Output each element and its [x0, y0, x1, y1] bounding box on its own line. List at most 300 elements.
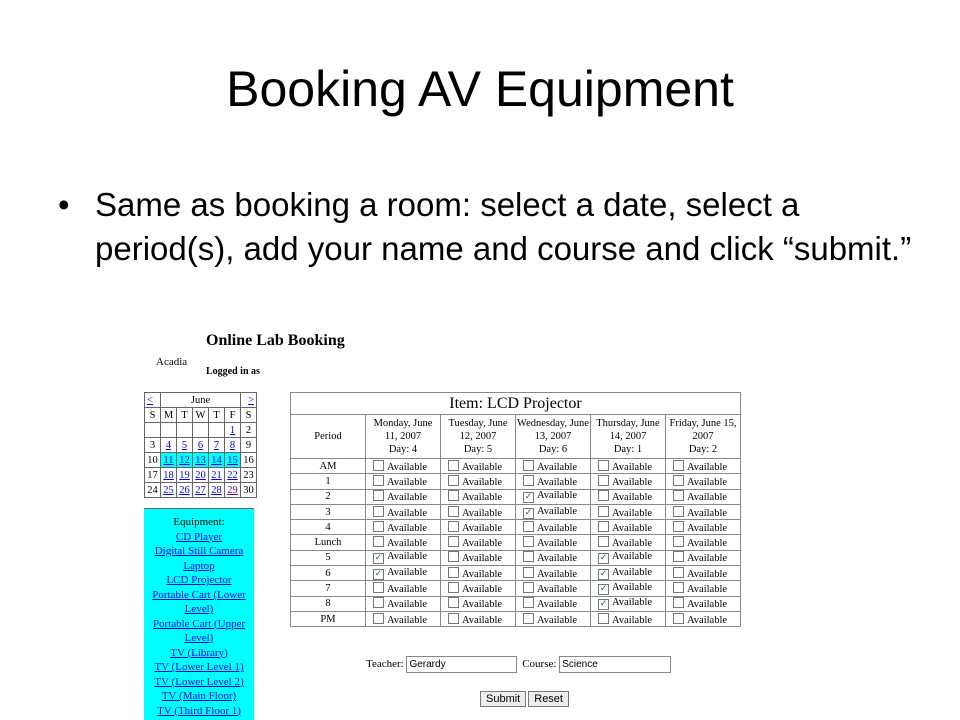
- slot-status-label: Available: [537, 614, 578, 626]
- slot-status-label: Available: [537, 538, 578, 550]
- equipment-link[interactable]: Portable Cart (Lower Level): [152, 588, 246, 615]
- slot-checkbox[interactable]: [523, 536, 534, 547]
- day-header: [366, 415, 441, 459]
- calendar-weekday: M: [161, 408, 177, 423]
- slot-status-label: Available: [537, 461, 578, 473]
- calendar-day-cell: [241, 423, 257, 438]
- slot-status-label: Available: [387, 522, 428, 534]
- slot-checkbox[interactable]: [673, 597, 684, 608]
- slot-status-label: Available: [687, 584, 728, 596]
- slot-cell: [441, 581, 516, 596]
- slot-checkbox[interactable]: [373, 506, 384, 517]
- calendar-day-cell: [225, 423, 241, 438]
- equipment-link[interactable]: LCD Projector: [166, 574, 232, 586]
- slot-checkbox-checked[interactable]: ✓: [599, 584, 608, 595]
- calendar-day-number: 16: [243, 454, 254, 466]
- calendar-day-link[interactable]: 14: [211, 454, 222, 466]
- calendar-day-cell: [225, 468, 241, 483]
- calendar-day-cell: [209, 468, 225, 483]
- period-label: 5: [291, 550, 366, 565]
- slot-status-label: Available: [387, 507, 428, 519]
- slot-checkbox[interactable]: [598, 460, 609, 471]
- calendar-week-row: [145, 453, 257, 468]
- calendar-day-cell: [161, 483, 177, 498]
- calendar-day-cell: [209, 483, 225, 498]
- slot-cell: [591, 504, 666, 519]
- slot-checkbox[interactable]: [373, 521, 384, 532]
- slot-checkbox[interactable]: [673, 475, 684, 486]
- slot-checkbox[interactable]: [598, 613, 609, 624]
- slot-cell: [591, 459, 666, 474]
- calendar-weekday: S: [241, 408, 257, 423]
- slot-cell: [591, 566, 666, 581]
- booking-screenshot: [140, 328, 770, 720]
- grid-header-row: [291, 415, 741, 459]
- slot-status-label: Available: [387, 492, 428, 504]
- slot-status-label: Available: [687, 461, 728, 473]
- slot-cell: [516, 550, 591, 565]
- slot-cell: [591, 581, 666, 596]
- calendar-day-link[interactable]: 8: [229, 439, 236, 451]
- day-date: Thursday, June 14, 2007: [596, 418, 660, 442]
- teacher-label: Teacher:: [366, 658, 404, 671]
- slot-status-label: Available: [537, 599, 578, 611]
- calendar-day-number: 24: [147, 484, 158, 496]
- slot-status-label: Available: [462, 538, 503, 550]
- period-row: [291, 611, 741, 626]
- slot-checkbox[interactable]: [598, 536, 609, 547]
- calendar-day-cell: [241, 453, 257, 468]
- day-header: [441, 415, 516, 459]
- slot-cell: [441, 459, 516, 474]
- slot-cell: [516, 474, 591, 489]
- slot-status-label: Available: [387, 584, 428, 596]
- calendar-day-cell: [209, 438, 225, 453]
- calendar-day-cell: [145, 468, 161, 483]
- slot-cell: [591, 535, 666, 550]
- equipment-link[interactable]: Digital Still Camera: [154, 545, 244, 557]
- slot-status-label: Available: [462, 584, 503, 596]
- period-label: 4: [291, 520, 366, 535]
- calendar-week-row: [145, 468, 257, 483]
- slot-status-label: Available: [387, 538, 428, 550]
- slot-status-label: Available: [687, 522, 728, 534]
- slot-cell: [441, 535, 516, 550]
- slot-cell: [366, 535, 441, 550]
- period-label: 3: [291, 504, 366, 519]
- calendar-day-link[interactable]: 7: [213, 439, 220, 451]
- course-input[interactable]: [559, 656, 671, 673]
- slot-cell: [366, 550, 441, 565]
- calendar-day-number: 10: [147, 454, 158, 466]
- slot-checkbox[interactable]: [523, 475, 534, 486]
- slot-checkbox[interactable]: [448, 582, 459, 593]
- calendar-day-cell: [145, 423, 161, 438]
- slot-cell: [516, 459, 591, 474]
- slot-status-label: Available: [462, 568, 503, 580]
- slot-checkbox[interactable]: [448, 551, 459, 562]
- slot-cell: [591, 596, 666, 611]
- slot-cell: [366, 474, 441, 489]
- period-row: [291, 550, 741, 565]
- slot-cell: [516, 489, 591, 504]
- slot-cell: [666, 474, 741, 489]
- calendar-day-cell: [161, 453, 177, 468]
- slot-checkbox-checked[interactable]: ✓: [374, 553, 383, 564]
- calendar-weekday: F: [225, 408, 241, 423]
- calendar-day-cell: [209, 453, 225, 468]
- slot-cell: [516, 596, 591, 611]
- day-date: Monday, June 11, 2007: [373, 418, 433, 442]
- calendar-day-link[interactable]: 18: [163, 469, 174, 481]
- calendar-day-number: 30: [243, 484, 254, 496]
- day-number: Day: 5: [463, 444, 493, 455]
- period-row: [291, 566, 741, 581]
- slot-status-label: Available: [612, 522, 653, 534]
- day-header: [666, 415, 741, 459]
- calendar-weekday: S: [145, 408, 161, 423]
- slot-cell: [441, 489, 516, 504]
- calendar-day-link[interactable]: 13: [195, 454, 206, 466]
- period-row: [291, 504, 741, 519]
- calendar-day-cell: [145, 483, 161, 498]
- slot-checkbox[interactable]: [598, 490, 609, 501]
- equipment-link[interactable]: CD Player: [175, 530, 223, 543]
- submit-button[interactable]: Submit: [480, 691, 526, 707]
- slot-cell: [516, 520, 591, 535]
- equipment-link[interactable]: TV (Lower Level 1): [154, 661, 244, 673]
- slot-checkbox-checked[interactable]: ✓: [374, 568, 383, 579]
- calendar-day-cell: [193, 468, 209, 483]
- calendar-day-link[interactable]: 1: [229, 424, 236, 436]
- item-title: Item: LCD Projector: [291, 393, 741, 415]
- equipment-link[interactable]: Portable Cart (Upper Level): [152, 617, 246, 644]
- calendar-week-row: [145, 423, 257, 438]
- day-date: Wednesday, June 13, 2007: [517, 418, 589, 442]
- period-row: [291, 459, 741, 474]
- slot-checkbox[interactable]: [598, 506, 609, 517]
- calendar-weekday-row: [145, 408, 257, 423]
- slot-checkbox-checked[interactable]: ✓: [599, 568, 608, 579]
- slot-cell: [666, 581, 741, 596]
- calendar-day-cell: [177, 453, 193, 468]
- day-number: Day: 6: [538, 444, 568, 455]
- slot-cell: [366, 566, 441, 581]
- day-date: Friday, June 15, 2007: [669, 418, 737, 442]
- slot-status-label: Available: [612, 582, 653, 594]
- booking-grid: [290, 392, 741, 627]
- slot-cell: [441, 611, 516, 626]
- slot-status-label: Available: [462, 614, 503, 626]
- calendar-day-cell: [161, 468, 177, 483]
- period-label: AM: [291, 459, 366, 474]
- teacher-input[interactable]: [406, 656, 517, 673]
- slot-checkbox[interactable]: [448, 506, 459, 517]
- slot-checkbox[interactable]: [448, 536, 459, 547]
- calendar-day-link[interactable]: 26: [179, 484, 190, 496]
- course-label: Course:: [522, 658, 557, 671]
- calendar-day-cell: [225, 438, 241, 453]
- slot-status-label: Available: [687, 614, 728, 626]
- slot-checkbox[interactable]: [373, 582, 384, 593]
- slot-status-label: Available: [462, 492, 503, 504]
- mini-calendar: [144, 392, 257, 498]
- slot-status-label: Available: [387, 614, 428, 626]
- slot-status-label: Available: [387, 551, 428, 563]
- slot-status-label: Available: [537, 553, 578, 565]
- slot-checkbox[interactable]: [448, 521, 459, 532]
- slot-status-label: Available: [387, 599, 428, 611]
- slot-status-label: Available: [612, 492, 653, 504]
- bullet-text: Same as booking a room: select a date, select a period(s), add your name and course and click “submit.”: [95, 186, 912, 267]
- calendar-weeks: [145, 423, 257, 498]
- logged-in-label: Logged in as: [206, 366, 260, 377]
- slot-cell: [441, 520, 516, 535]
- calendar-day-link[interactable]: 28: [211, 484, 222, 496]
- slot-cell: [366, 611, 441, 626]
- slot-cell: [591, 611, 666, 626]
- slot-checkbox[interactable]: [673, 521, 684, 532]
- slot-cell: [441, 474, 516, 489]
- slot-status-label: Available: [462, 553, 503, 565]
- slot-status-label: Available: [537, 490, 578, 502]
- slot-cell: [366, 596, 441, 611]
- org-name: Acadia: [156, 356, 188, 368]
- slot-cell: [441, 550, 516, 565]
- slot-checkbox[interactable]: [673, 567, 684, 578]
- booking-form: [366, 656, 671, 673]
- slot-cell: [591, 550, 666, 565]
- period-label: 2: [291, 489, 366, 504]
- calendar-day-cell: [225, 453, 241, 468]
- slot-checkbox[interactable]: [598, 475, 609, 486]
- equipment-link[interactable]: TV (Lower Level 2): [154, 675, 244, 688]
- slot-checkbox-checked[interactable]: ✓: [524, 492, 533, 503]
- day-number: Day: 2: [688, 444, 718, 455]
- slot-cell: [516, 611, 591, 626]
- slot-cell: [591, 520, 666, 535]
- slot-cell: [366, 459, 441, 474]
- slot-checkbox[interactable]: [448, 460, 459, 471]
- slot-cell: [516, 504, 591, 519]
- slot-checkbox[interactable]: [523, 521, 534, 532]
- slot-cell: [441, 566, 516, 581]
- slot-checkbox[interactable]: [373, 460, 384, 471]
- slot-cell: [591, 489, 666, 504]
- calendar-day-cell: [145, 438, 161, 453]
- slot-checkbox[interactable]: [448, 490, 459, 501]
- period-label: 7: [291, 581, 366, 596]
- day-number: Day: 1: [613, 444, 643, 455]
- slot-status-label: Available: [537, 505, 578, 517]
- calendar-prev-link[interactable]: <: [147, 394, 153, 406]
- slot-cell: [441, 596, 516, 611]
- slot-cell: [666, 566, 741, 581]
- calendar-day-cell: [241, 438, 257, 453]
- slot-checkbox[interactable]: [448, 567, 459, 578]
- calendar-day-cell: [193, 453, 209, 468]
- day-number: Day: 4: [388, 444, 418, 455]
- slot-status-label: Available: [612, 551, 653, 563]
- slot-checkbox[interactable]: [373, 490, 384, 501]
- slot-status-label: Available: [462, 461, 503, 473]
- calendar-day-number: 9: [245, 439, 252, 451]
- slot-status-label: Available: [612, 507, 653, 519]
- slot-checkbox[interactable]: [523, 567, 534, 578]
- calendar-day-cell: [177, 438, 193, 453]
- calendar-weekday: W: [193, 408, 209, 423]
- equipment-heading: Equipment:: [173, 516, 225, 528]
- slot-cell: [666, 550, 741, 565]
- slot-checkbox[interactable]: [373, 475, 384, 486]
- slot-cell: [666, 489, 741, 504]
- slot-status-label: Available: [612, 597, 653, 609]
- period-row: [291, 535, 741, 550]
- day-header: [516, 415, 591, 459]
- slot-checkbox[interactable]: [373, 597, 384, 608]
- slot-checkbox[interactable]: [673, 506, 684, 517]
- calendar-day-cell: [225, 483, 241, 498]
- slot-checkbox[interactable]: [598, 521, 609, 532]
- period-label: Lunch: [291, 535, 366, 550]
- equipment-link[interactable]: TV (Third Floor 1): [157, 704, 241, 717]
- slot-checkbox[interactable]: [523, 551, 534, 562]
- slot-checkbox[interactable]: [373, 613, 384, 624]
- slot-cell: [666, 535, 741, 550]
- period-row: [291, 581, 741, 596]
- slot-status-label: Available: [687, 568, 728, 580]
- slot-checkbox[interactable]: [673, 551, 684, 562]
- slot-status-label: Available: [612, 566, 653, 578]
- slot-status-label: Available: [462, 599, 503, 611]
- period-label: 1: [291, 474, 366, 489]
- period-row: [291, 474, 741, 489]
- slide-title: Booking AV Equipment: [226, 61, 734, 117]
- calendar-day-cell: [177, 423, 193, 438]
- calendar-day-link[interactable]: 15: [227, 454, 238, 466]
- calendar-day-number: 23: [243, 469, 254, 481]
- slot-checkbox[interactable]: [673, 536, 684, 547]
- slot-cell: [666, 611, 741, 626]
- calendar-day-link[interactable]: 27: [195, 484, 206, 496]
- equipment-link[interactable]: TV (Main Floor): [161, 690, 237, 702]
- form-buttons: [480, 689, 571, 707]
- slot-checkbox[interactable]: [523, 613, 534, 624]
- slot-status-label: Available: [687, 492, 728, 504]
- slot-cell: [366, 504, 441, 519]
- calendar-day-link[interactable]: 6: [197, 439, 204, 451]
- slot-checkbox[interactable]: [448, 475, 459, 486]
- calendar-next-cell: [241, 393, 257, 408]
- slot-checkbox[interactable]: [673, 582, 684, 593]
- period-row: [291, 489, 741, 504]
- slot-checkbox[interactable]: [523, 460, 534, 471]
- calendar-day-link[interactable]: 19: [179, 469, 190, 481]
- slot-status-label: Available: [387, 566, 428, 578]
- calendar-day-link[interactable]: 25: [163, 484, 174, 496]
- calendar-day-link[interactable]: 12: [179, 454, 190, 466]
- slot-checkbox-checked[interactable]: ✓: [599, 553, 608, 564]
- period-label: 8: [291, 596, 366, 611]
- slot-status-label: Available: [462, 476, 503, 488]
- slot-cell: [516, 535, 591, 550]
- slot-cell: [366, 581, 441, 596]
- calendar-day-cell: [193, 483, 209, 498]
- calendar-day-cell: [177, 468, 193, 483]
- slot-cell: [666, 596, 741, 611]
- calendar-day-link[interactable]: 22: [227, 469, 238, 481]
- slot-checkbox[interactable]: [523, 597, 534, 608]
- calendar-month: June: [161, 393, 241, 408]
- period-label: PM: [291, 611, 366, 626]
- slot-cell: [591, 474, 666, 489]
- slot-status-label: Available: [462, 507, 503, 519]
- calendar-day-cell: [193, 438, 209, 453]
- calendar-weekday: T: [177, 408, 193, 423]
- slot-cell: [441, 504, 516, 519]
- slot-checkbox[interactable]: [373, 536, 384, 547]
- calendar-day-cell: [241, 468, 257, 483]
- calendar-prev-cell: [145, 393, 161, 408]
- slot-cell: [516, 581, 591, 596]
- bullet-symbol: •: [58, 186, 70, 223]
- slot-checkbox-checked[interactable]: ✓: [524, 507, 533, 518]
- calendar-week-row: [145, 483, 257, 498]
- slot-status-label: Available: [537, 568, 578, 580]
- calendar-day-link[interactable]: 21: [211, 469, 222, 481]
- reset-button[interactable]: Reset: [528, 691, 569, 707]
- period-label: 6: [291, 566, 366, 581]
- slot-cell: [516, 566, 591, 581]
- slot-checkbox[interactable]: [673, 613, 684, 624]
- calendar-day-cell: [145, 453, 161, 468]
- slot-status-label: Available: [612, 461, 653, 473]
- slot-status-label: Available: [462, 522, 503, 534]
- equipment-link[interactable]: Laptop: [183, 559, 215, 572]
- calendar-day-cell: [209, 423, 225, 438]
- slot-checkbox[interactable]: [523, 582, 534, 593]
- slot-checkbox[interactable]: [448, 597, 459, 608]
- day-header: [591, 415, 666, 459]
- period-header: Period: [291, 415, 366, 459]
- equipment-link[interactable]: TV (Library): [170, 646, 228, 659]
- calendar-day-link[interactable]: 5: [181, 439, 188, 451]
- calendar-day-number: 17: [147, 469, 158, 481]
- slot-status-label: Available: [537, 476, 578, 488]
- slot-status-label: Available: [387, 476, 428, 488]
- calendar-day-link[interactable]: 29: [227, 484, 238, 496]
- slot-checkbox-checked[interactable]: ✓: [599, 599, 608, 610]
- calendar-weekday: T: [209, 408, 225, 423]
- calendar-week-row: [145, 438, 257, 453]
- slot-cell: [366, 520, 441, 535]
- slot-status-label: Available: [387, 461, 428, 473]
- calendar-day-link[interactable]: 4: [165, 439, 172, 451]
- period-row: [291, 596, 741, 611]
- slot-checkbox[interactable]: [673, 490, 684, 501]
- calendar-day-cell: [177, 483, 193, 498]
- calendar-next-link[interactable]: >: [248, 394, 254, 406]
- calendar-day-link[interactable]: 20: [195, 469, 206, 481]
- calendar-day-cell: [193, 423, 209, 438]
- slot-status-label: Available: [612, 614, 653, 626]
- calendar-day-number: 2: [245, 424, 252, 436]
- day-date: Tuesday, June 12, 2007: [448, 418, 508, 442]
- slot-cell: [666, 459, 741, 474]
- calendar-day-link[interactable]: 11: [163, 454, 174, 466]
- slot-checkbox[interactable]: [673, 460, 684, 471]
- slot-checkbox[interactable]: [448, 613, 459, 624]
